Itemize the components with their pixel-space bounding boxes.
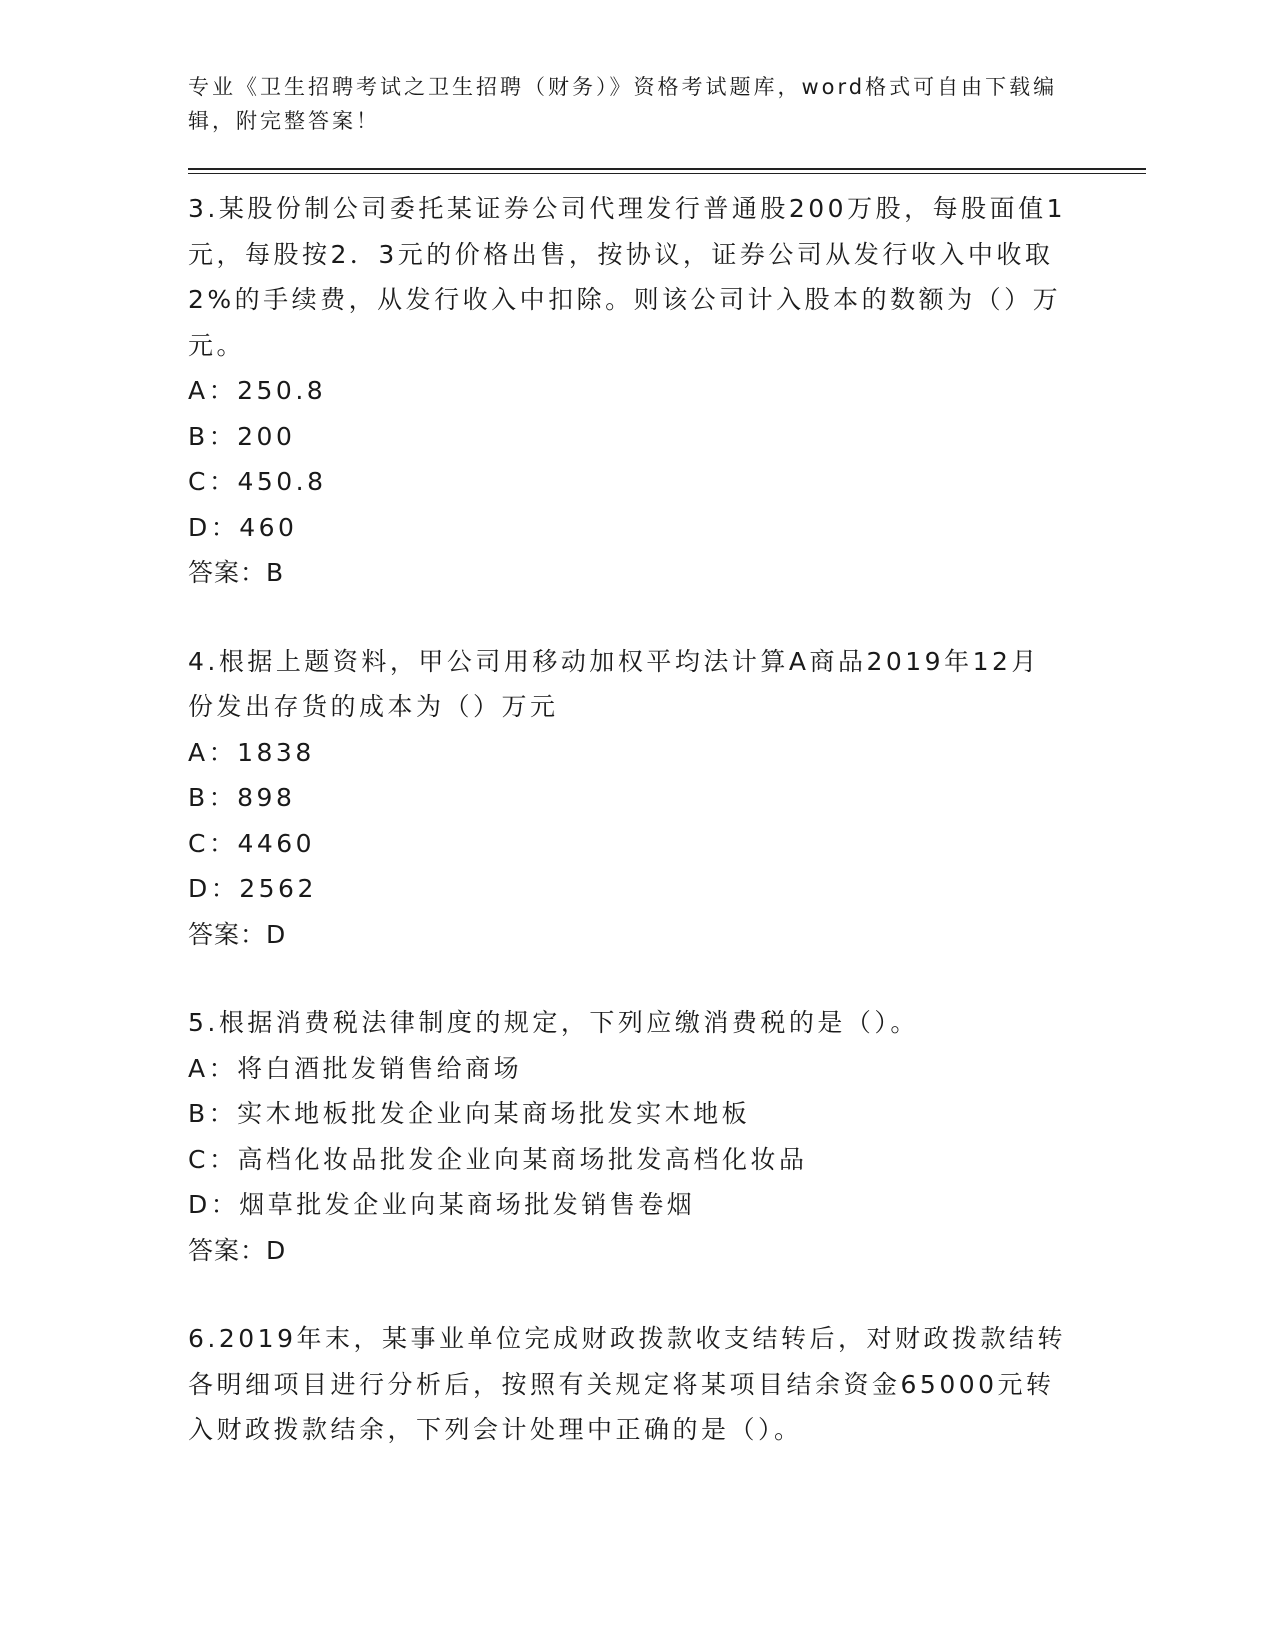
option-b: B：200 xyxy=(188,421,296,451)
answer-line: 答案：D xyxy=(188,1235,287,1265)
question-text: 3.某股份制公司委托某证券公司代理发行普通股200万股，每股面值1元，每股按2．3元的价格出售，按协议，证券公司从发行收入中收取2%的手续费，从发行收入中扣除。则该公司计入股本的数额为（）万元。 xyxy=(188,194,1066,360)
header-divider xyxy=(188,168,1146,174)
option-c: C：高档化妆品批发企业向某商场批发高档化妆品 xyxy=(188,1144,808,1174)
option-a: A：250.8 xyxy=(188,376,327,405)
document-header: 专业《卫生招聘考试之卫生招聘（财务）》资格考试题库，word格式可自由下载编辑，附完整答案！ xyxy=(188,75,1058,133)
option-d: D：2562 xyxy=(188,874,317,903)
option-d: D：烟草批发企业向某商场批发销售卷烟 xyxy=(188,1190,696,1219)
question-5 xyxy=(188,1000,1148,1273)
question-6 xyxy=(188,1316,1148,1453)
option-b: B：实木地板批发企业向某商场批发实木地板 xyxy=(188,1099,751,1128)
question-list xyxy=(188,186,1148,1453)
question-text: 5.根据消费税法律制度的规定，下列应缴消费税的是（）。 xyxy=(188,1008,919,1037)
option-c: C：450.8 xyxy=(188,467,327,496)
question-text: 6.2019年末，某事业单位完成财政拨款收支结转后，对财政拨款结转各明细项目进行分析后，按照有关规定将某项目结余资金65000元转入财政拨款结余，下列会计处理中正确的是（）。 xyxy=(188,1324,1066,1444)
option-c: C：4460 xyxy=(188,828,316,858)
option-d: D：460 xyxy=(188,512,298,542)
option-a: A：1838 xyxy=(188,737,315,767)
option-b: B：898 xyxy=(188,783,296,812)
answer-line: 答案：D xyxy=(188,919,287,949)
question-3 xyxy=(188,186,1148,596)
answer-line: 答案：B xyxy=(188,558,285,587)
question-text: 4.根据上题资料，甲公司用移动加权平均法计算A商品2019年12月份发出存货的成本为（）万元 xyxy=(188,646,1040,721)
document-page xyxy=(188,70,1148,1496)
option-a: A：将白酒批发销售给商场 xyxy=(188,1053,523,1083)
question-4 xyxy=(188,639,1148,958)
